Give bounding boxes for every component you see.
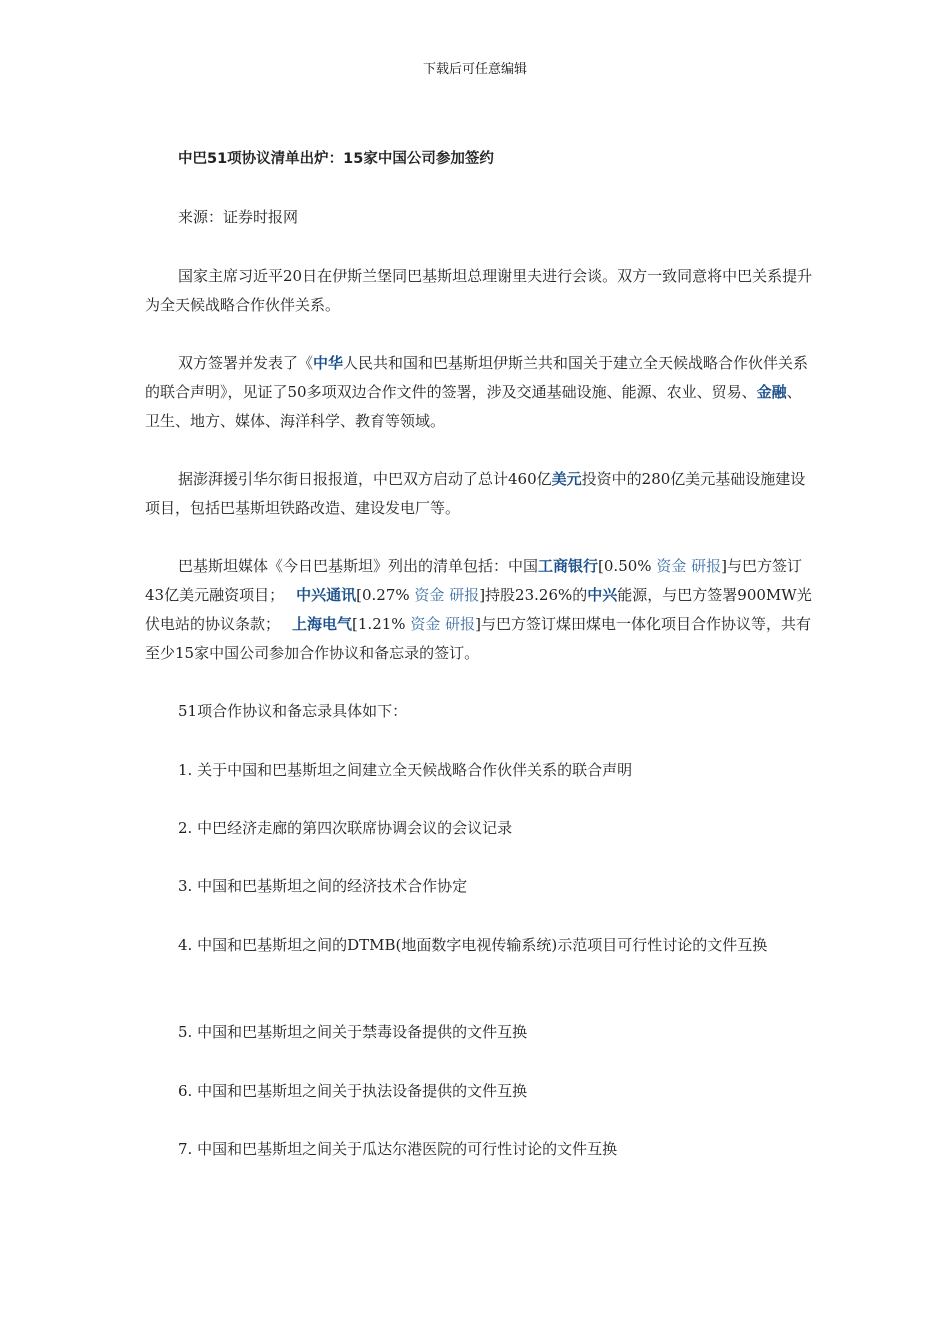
paragraph-3	[145, 465, 815, 523]
report-link[interactable]: 研报	[445, 615, 476, 633]
list-item: 1. 关于中国和巴基斯坦之间建立全天候战略合作伙伴关系的联合声明	[178, 761, 633, 779]
report-link[interactable]: 研报	[449, 586, 480, 604]
page-header: 下载后可任意编辑	[422, 62, 527, 77]
stock-change: [0.27%	[356, 586, 415, 604]
list-item: 5. 中国和巴基斯坦之间关于禁毒设备提供的文件互换	[178, 1023, 528, 1041]
fund-link[interactable]: 资金	[414, 586, 445, 604]
list-intro: 51项合作协议和备忘录具体如下：	[178, 702, 408, 720]
text-span: ]与巴方签订43亿美元融资项目；	[145, 557, 802, 604]
paragraph-2	[145, 349, 815, 436]
list-item: 2. 中巴经济走廊的第四次联席协调会议的会议记录	[178, 819, 513, 837]
paragraph-1: 国家主席习近平20日在伊斯兰堡同巴基斯坦总理谢里夫进行会谈。双方一致同意将中巴关系提升为全天候战略合作伙伴关系。	[145, 267, 813, 314]
text-span: 巴基斯坦媒体《今日巴基斯坦》列出的清单包括：中国	[178, 557, 539, 575]
list-item: 4. 中国和巴基斯坦之间的DTMB(地面数字电视传输系统)示范项目可行性讨论的文件互换	[178, 936, 768, 954]
text-span: 人民共和国和巴基斯坦伊斯兰共和国关于建立全天候战略合作伙伴关系的联合声明》，见证了50多项双边合作文件的签署，涉及交通基础设施、能源、农业、贸易、	[145, 354, 809, 401]
report-link[interactable]: 研报	[691, 557, 722, 575]
text-span: ]持股23.26%的	[479, 586, 588, 604]
list-item: 7. 中国和巴基斯坦之间关于瓜达尔港医院的可行性讨论的文件互换	[178, 1140, 618, 1158]
text-span: 能源，与巴方签署900MW光伏电站的协议条款；	[145, 586, 812, 633]
text-span: 、卫生、地方、媒体、海洋科学、教育等领域。	[145, 383, 802, 430]
fund-link[interactable]: 资金	[410, 615, 441, 633]
keyword-link[interactable]: 中华	[313, 354, 344, 372]
keyword-link[interactable]: 中兴通讯	[296, 586, 357, 604]
article-source: 来源：证券时报网	[178, 208, 299, 226]
keyword-link[interactable]: 中兴	[587, 586, 618, 604]
text-span: 据澎湃援引华尔街日报报道，中巴双方启动了总计460亿	[178, 470, 552, 488]
list-item: 6. 中国和巴基斯坦之间关于执法设备提供的文件互换	[178, 1082, 528, 1100]
keyword-link[interactable]: 工商银行	[538, 557, 599, 575]
keyword-link[interactable]: 金融	[756, 383, 787, 401]
fund-link[interactable]: 资金	[656, 557, 687, 575]
stock-change: [1.21%	[352, 615, 411, 633]
text-span: ]与巴方签订煤田煤电一体化项目合作协议等，共有至少15家中国公司参加合作协议和备忘录的签订。	[145, 615, 811, 662]
stock-change: [0.50%	[598, 557, 657, 575]
text-span: 双方签署并发表了《	[178, 354, 314, 372]
text-span: 投资中的280亿美元基础设施建设项目，包括巴基斯坦铁路改造、建设发电厂等。	[145, 470, 806, 517]
paragraph-4	[145, 552, 815, 668]
list-item: 3. 中国和巴基斯坦之间的经济技术合作协定	[178, 877, 468, 895]
keyword-link[interactable]: 美元	[551, 470, 582, 488]
keyword-link[interactable]: 上海电气	[292, 615, 353, 633]
article-title: 中巴51项协议清单出炉：15家中国公司参加签约	[178, 151, 494, 167]
